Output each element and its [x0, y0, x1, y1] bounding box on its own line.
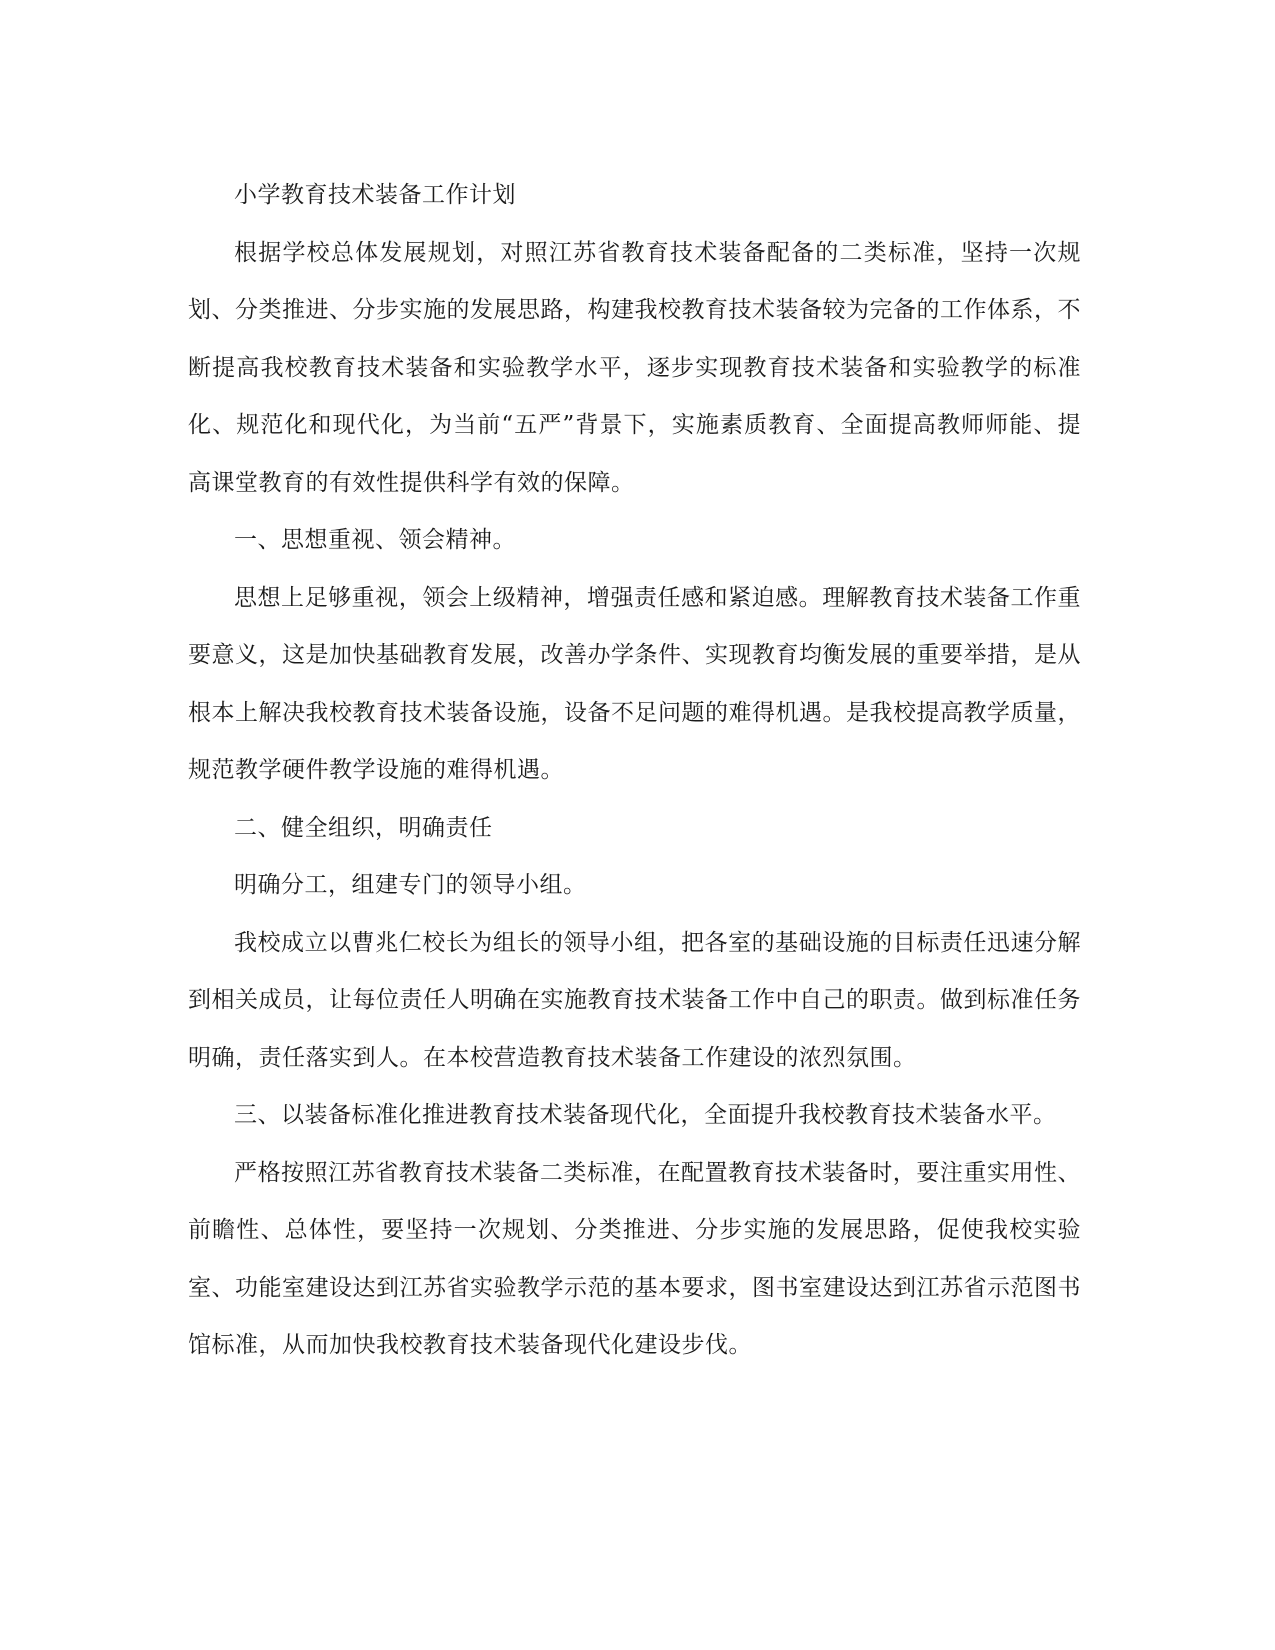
section-heading-1: 一、思想重视、领会精神。 — [234, 527, 516, 553]
paragraph-section-1: 思想上足够重视，领会上级精神，增强责任感和紧迫感。理解教育技术装备工作重要意义，这是加快基础教育发展，改善办学条件、实现教育均衡发展的重要举措，是从根本上解决我校教育技术装备设施，设备不足问题的难得机遇。是我校提高教学质量，规范教学硬件教学设施的难得机遇。 — [188, 584, 1081, 783]
section-heading-3: 三、以装备标准化推进教育技术装备现代化，全面提升我校教育技术装备水平。 — [234, 1102, 1057, 1128]
paragraph-section-3: 严格按照江苏省教育技术装备二类标准，在配置教育技术装备时，要注重实用性、前瞻性、总体性，要坚持一次规划、分类推进、分步实施的发展思路，促使我校实验室、功能室建设达到江苏省实验教学示范的基本要求，图书室建设达到江苏省示范图书馆标准，从而加快我校教育技术装备现代化建设步伐。 — [188, 1159, 1081, 1358]
section-heading-2: 二、健全组织，明确责任 — [234, 814, 493, 841]
paragraph-intro: 根据学校总体发展规划，对照江苏省教育技术装备配备的二类标准，坚持一次规划、分类推进、分步实施的发展思路，构建我校教育技术装备较为完备的工作体系，不断提高我校教育技术装备和实验教学水平，逐步实现教育技术装备和实验教学的标准化、规范化和现代化，为当前“五严”背景下，实施素质教育、全面提高教师师能、提高课堂教育的有效性提供科学有效的保障。 — [188, 239, 1081, 496]
paragraph-section-2b: 我校成立以曹兆仁校长为组长的领导小组，把各室的基础设施的目标责任迅速分解到相关成员，让每位责任人明确在实施教育技术装备工作中自己的职责。做到标准任务明确，责任落实到人。在本校营造教育技术装备工作建设的浓烈氛围。 — [188, 929, 1081, 1071]
paragraph-section-2a: 明确分工，组建专门的领导小组。 — [234, 872, 587, 898]
document-body — [188, 167, 1081, 1375]
document-title: 小学教育技术装备工作计划 — [234, 182, 516, 208]
